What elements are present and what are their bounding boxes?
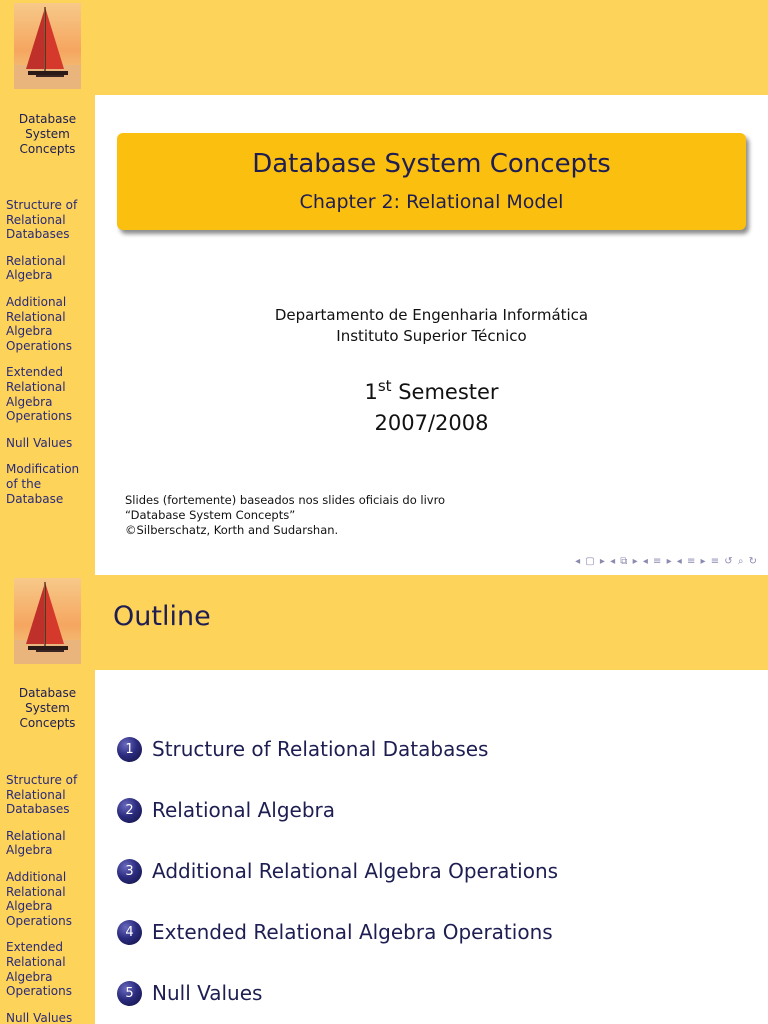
semester-ordinal: st (377, 377, 392, 395)
sidebar-item-label: Relational (6, 379, 66, 394)
outline-number-ball: 3 (117, 859, 142, 884)
sidebar-nav (6, 198, 92, 518)
sidebar-title-line: Database (18, 112, 77, 126)
sidebar-item-null-values[interactable] (6, 1011, 92, 1024)
outline-item-text: Relational Algebra (152, 798, 336, 822)
frame-title: Outline (113, 601, 211, 632)
sidebar-item-label: Modification (6, 462, 80, 477)
outline-number-ball: 4 (117, 920, 142, 945)
outline-item[interactable] (117, 917, 558, 947)
sidebar-item-additional-operations[interactable] (6, 870, 92, 928)
sidebar-title-line: Concepts (19, 716, 76, 730)
sidebar-title (0, 112, 95, 157)
sidebar-title-line: System (25, 127, 70, 141)
sidebar (0, 0, 95, 575)
sidebar-item-label: Databases (6, 227, 70, 242)
outline-number-ball: 1 (117, 737, 142, 762)
semester-number: 1 (364, 380, 378, 404)
outline-item[interactable] (117, 856, 558, 886)
semester-word: Semester (398, 380, 499, 404)
footnote (125, 493, 445, 538)
outline-number-ball: 5 (117, 981, 142, 1006)
institute-name: Instituto Superior Técnico (336, 327, 527, 345)
sidebar-item-additional-operations[interactable] (6, 295, 92, 353)
sidebar-item-label: Operations (6, 409, 72, 424)
sidebar-nav (6, 773, 92, 1024)
outline-item-text: Null Values (152, 981, 263, 1005)
sidebar-item-label: Extended (6, 940, 63, 955)
title-block (117, 133, 746, 230)
sidebar-item-label: Operations (6, 984, 72, 999)
outline-item[interactable] (117, 795, 558, 825)
sidebar-item-structure[interactable] (6, 773, 92, 817)
sidebar-item-label: Structure of (6, 773, 78, 787)
beamer-navigation-icons[interactable]: ◂ ▢ ▸ ◂ ⧉ ▸ ◂ ≡ ▸ ◂ ≡ ▸ ≡ ↺ ⌕ ↻ (575, 556, 758, 567)
sidebar-item-label: Algebra (6, 969, 53, 984)
sidebar-item-structure[interactable] (6, 198, 92, 242)
slide-title: Database System Concepts (252, 149, 611, 179)
sidebar-item-label: Relational (6, 828, 66, 843)
sidebar (0, 575, 95, 1024)
header-bar (95, 575, 768, 670)
slide-subtitle: Chapter 2: Relational Model (299, 191, 564, 213)
outline-item-text: Structure of Relational Databases (152, 737, 489, 761)
sidebar-item-label: Databases (6, 802, 70, 817)
footnote-line: ©Silberschatz, Korth and Sudarshan. (125, 523, 339, 537)
sidebar-item-label: Null Values (6, 435, 73, 450)
sidebar-title-line: Concepts (19, 142, 76, 156)
sidebar-title-line: System (25, 701, 70, 715)
sidebar-item-extended-operations[interactable] (6, 365, 92, 423)
sidebar-item-relational-algebra[interactable] (6, 254, 92, 283)
sidebar-title (0, 686, 95, 731)
sailboat-logo-icon (14, 578, 81, 664)
footnote-line: “Database System Concepts” (125, 508, 296, 522)
sidebar-item-label: Relational (6, 253, 66, 268)
sidebar-item-label: Algebra (6, 843, 53, 858)
sidebar-item-label: Operations (6, 338, 72, 353)
sidebar-title-line: Database (18, 686, 77, 700)
sidebar-item-label: Algebra (6, 899, 53, 914)
sidebar-item-label: Structure of (6, 198, 78, 212)
academic-year: 2007/2008 (374, 411, 489, 435)
outline-item[interactable] (117, 734, 558, 764)
semester-label (95, 377, 768, 404)
outline-item-text: Extended Relational Algebra Operations (152, 920, 553, 944)
outline-slide (0, 575, 768, 1024)
outline-list (117, 734, 558, 1024)
sidebar-item-label: Relational (6, 884, 66, 899)
sidebar-item-label: Relational (6, 954, 66, 969)
header-bar (95, 0, 768, 95)
sidebar-item-null-values[interactable] (6, 436, 92, 451)
sidebar-item-modification[interactable] (6, 462, 92, 506)
sidebar-item-extended-operations[interactable] (6, 940, 92, 998)
sidebar-item-label: Relational (6, 309, 66, 324)
sidebar-item-label: Algebra (6, 268, 53, 283)
sidebar-item-label: Additional (6, 294, 67, 309)
department-name: Departamento de Engenharia Informática (274, 306, 589, 324)
sidebar-item-label: Algebra (6, 324, 53, 339)
sidebar-item-label: Relational (6, 787, 66, 802)
outline-number-ball: 2 (117, 798, 142, 823)
sidebar-item-label: Additional (6, 869, 67, 884)
sidebar-item-label: of the (6, 476, 42, 491)
footnote-line: Slides (fortemente) baseados nos slides oficiais do livro (125, 493, 446, 507)
outline-item[interactable] (117, 978, 558, 1008)
outline-item-text: Additional Relational Algebra Operations (152, 859, 559, 883)
sidebar-item-label: Relational (6, 212, 66, 227)
sidebar-item-label: Extended (6, 365, 63, 380)
sidebar-item-label: Null Values (6, 1010, 73, 1024)
sidebar-item-label: Database (6, 491, 64, 506)
sidebar-item-label: Algebra (6, 394, 53, 409)
sidebar-item-relational-algebra[interactable] (6, 829, 92, 858)
sailboat-logo-icon (14, 3, 81, 89)
sidebar-item-label: Operations (6, 913, 72, 928)
